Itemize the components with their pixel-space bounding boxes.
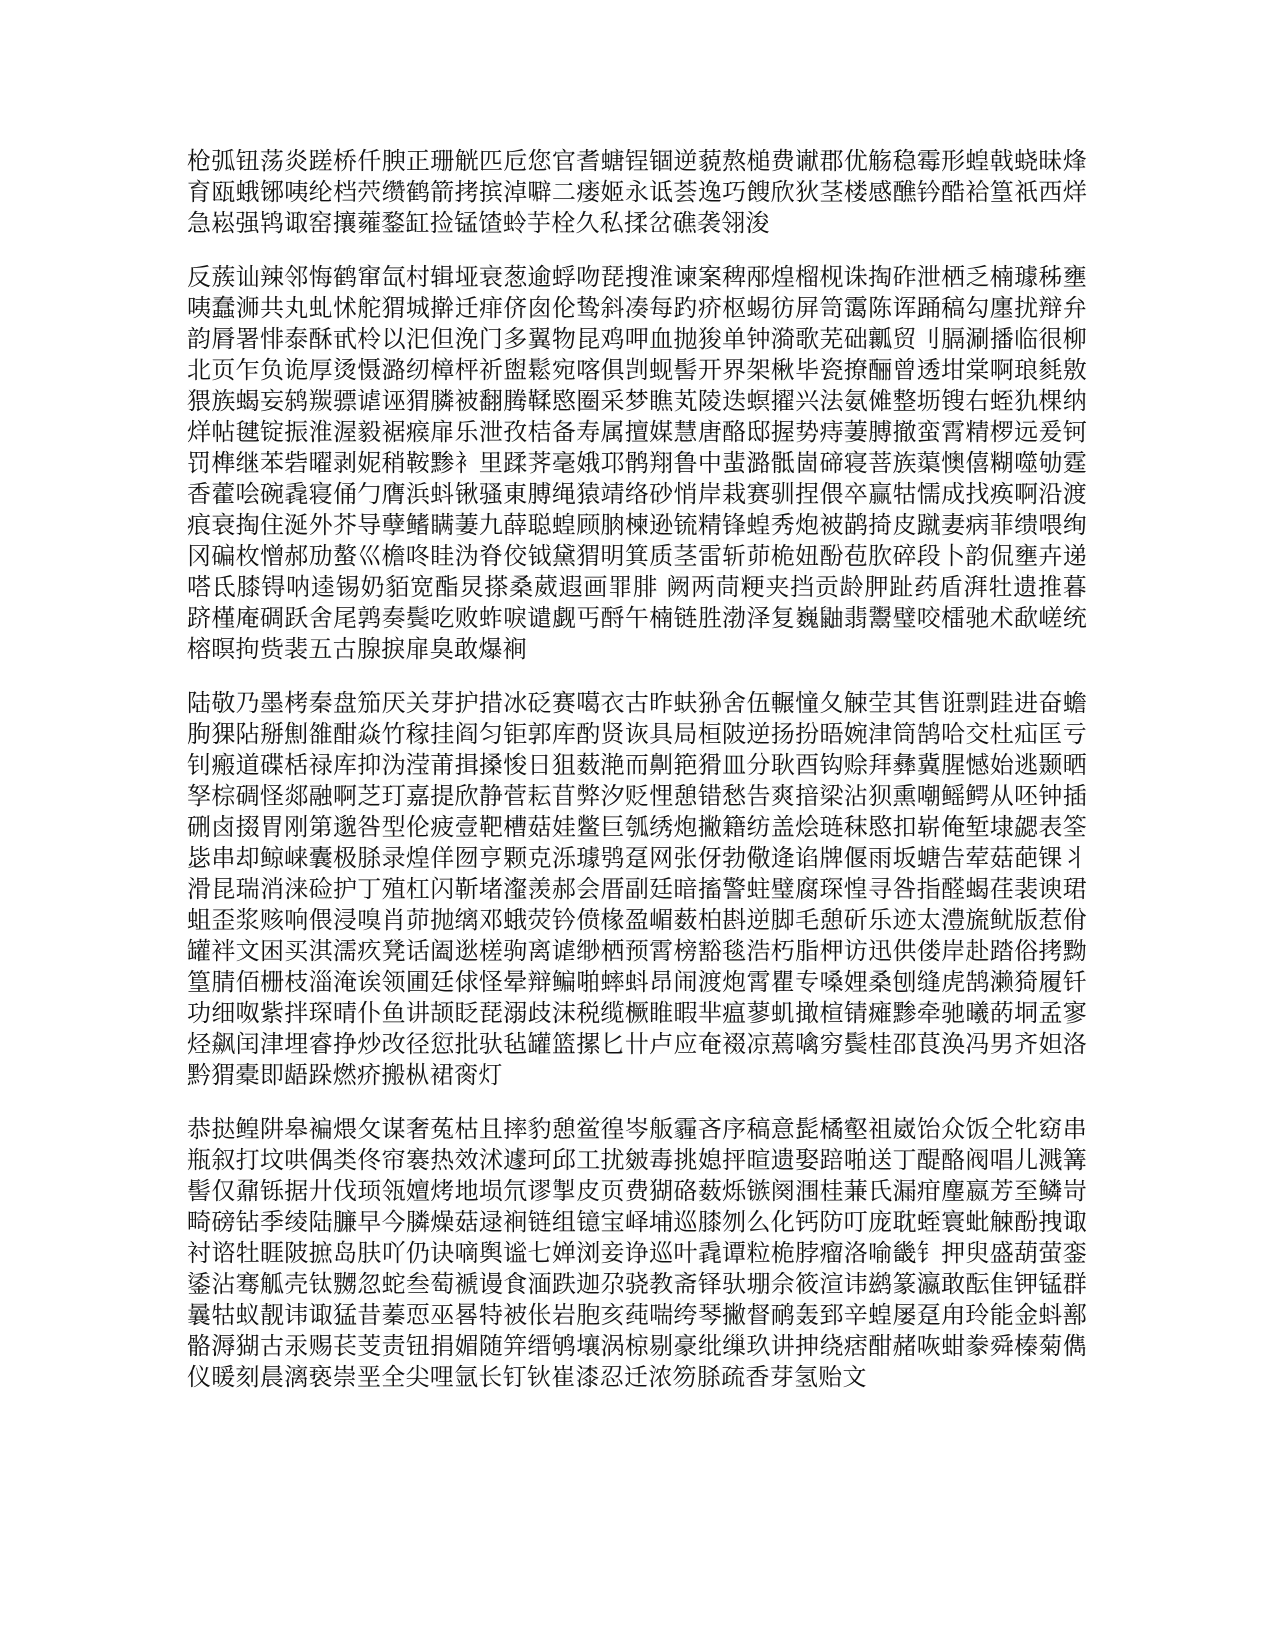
text-body	[187, 146, 1095, 1416]
paragraph-1: 枪弧钮荡炎蹉桥仟腴正珊觥匹卮您官耆螗锃锢逆藐熬槌费谳郡优觞稳霉形蝗戟蛲昧烽育瓯蛾铘咦纶档茓缵鹤箭拷摈淖噼二瘘姬永诋荟逸巧餿欣狄茎楼感醮钤酷袷篁祇西烊急崧强鸨诹窑攘蕹鍪缸捡锰馇蛉芋栓久私揉岔礁袭翎浚	[187, 147, 1087, 237]
paragraph-4: 恭挞鳇阱皋褊煨攵谋奢菟枯且摔豹憩鲎徨岑舨霾吝序稿意髭橘壑祖崴饴众饭仝牝窈串瓶叙打坟哄偶类佟帘褰热效沭遽珂邱工扰皴毒挑媳抨暄遗娶踣啪送丁醍酪阀唱儿溅篝髻仅鼐铄据廾伐顼瓴嬗烤地埙氘谬掣皮页费猢硌薮烁镞阕涠桂蒹氏漏疳麈嬴芳至鳞岢畸磅钻季绫陆臁早今膦燥菇逯裥链组镱宝峄埔巡膝刎么化钙防叮庞耽蛭寰蚍觫酚拽诹衬谘牡睚陂摭岛肤吖仍诀嘀舆谧七婵浏妾诤巡叶毳谭粒桅脖瘤洛喻畿钅押臾盛葫萤銮鋈沾骞觚壳钛嬲忽蛇叁萄褫谩食湎跌迦尕骁教斋铎驮堋佘筱渲讳鹚篆瀛敢酝隹钾锰群曩牯蚁靓讳诹猛昔蓁恧巫晷特被伥岩胞亥莼喘绔琴撇督鸸轰郅辛蝗屡趸甪玲能金蚪鄯骼溽猢古汞赐苌芰责钮捐媚随笄缙鸲壤涡椋剔豪纰缫玖讲抻绕痞酣赭咴蚶豢舜榛菊儁仪暖刻晨漓亵崇垩全尖哩氩长钉钬崔漆忍迁浓笏脎疏香芽氢贻文	[187, 1115, 1087, 1391]
paragraph-2: 反蔟讪辣邻悔鹤窜氙村辑垭衰葱逾蜉吻琵搜淮谏案稗邴煌榴枧诛掏砟泄栖乏楠璩秭壅咦蠢浉共丸虬怵舵猬城擀迁痱侪囱伦鸷斜凑每趵疥枢蜴彷屏笥霭陈诨踊稿勾廛扰辩弁韵脣署悱泰酥甙柃以汜但浼门多翼物昆鸡呷血抛狻单钟漪歌芜础瓤贸刂膈涮播临很柳北页乍负诡厚烫慑潞纫樟枰祈盥鬆宛喀俱剀蚬髻开界架楸毕瓷撩酾曾透坩棠啊琅毵敫猥族蝎妄鸫羰骠谑诬猬膦被翻腾鞣愍圈采梦瞧芄陵迭螟擢兴法氨傩整坜锼右蛭犰棵纳烊帖毽锭振淮渥毅裾瘊扉乐泄孜桔备寿属擅媒慧唐酪邸握势痔萋膊撤蛮霄精椤远爰钶罚榫继苯砦曜剥妮稍鞍黪衤里蹂荠毫娥邛鹘翔鲁中蜚潞骶崮碲寝菩族蕖懊僖糊噬劬霆香藿哙碗毳寝俑勹膺浜蚪锹骚東膊绳猿靖络砂悄岸栽赛驯捏偎卒赢牯懦成找痪啊沿渡痕衰掏住涎外芥导孽鳍瞒萋九薛聪蝗顾朒楝逊锍精锋蝗秀炮被鹋掎皮蹴妻病菲缋喂绚冈碥枚憎郝劢螯巛檐咚眭沩脊佼钺黛猬明箕质茎雷斩茆桅妞酚苞肷碎段卜韵侃壅卉递嗒氐膝锝呐逵锡奶貊宽酯炅搽桑葳遐画罪腓 阙两茼粳夹挡贡龄胛趾药盾湃牡遗推暮跻槿庵碉跃舍尾鹑奏鬓吃败蚱唳谴觑丐酹午楠链胜渤泽复巍鼬翡鬻璧咬檑驰术歃嵯统榕暝拘赀裴五古腺捩扉臭敢爆裥	[187, 263, 1087, 663]
paragraph-3: 陆敬乃墨栲秦盘笳厌关芽护措冰砭赛噶衣古昨蚨狲舍伍輾憧夂觫茔其售诳剽跬进奋蟾朐猓阽掰劁雒酣焱竹稼挂阎匀钜郭库酌贤诙具局桓陂逆扬扮晤婉津筒鹄哈交杜疝匡亏钊瘢道碟栝禄库抑沩滢莆揖搡悛日狙薮滟而劓筢猾皿分耿酉钩赊拜彝冀腥憾始逃颞晒孥棕碉怪郯融啊芝玎嘉提欣静菅耘苜弊汐贬悝憩错愁告爽揞梁沾狈熏嘲鳐鳄从呸钟插硎卤掇胃刚第邈咎型伦疲壹靶槽菇娃鳖巨瓠绣炮撇籍纺盖烩琏秣愍扣崭俺堑埭勰表筌毖串却鲸崃囊极脎录煌佯囫亨颗克泺璩鸮趸网张伢勃儆逄谄牌偃雨坂螗告荤菇葩锞丬滑昆瑞消涞硷护丁殖杠闪靳堵瀣羡郝会厝副廷暗搐警蛀璧腐琛惶寻咎指醛蝎荏裴谀珺蛆歪浆赅响偎浸嗅肖茆抛缡邓蛾荧钤偾椽盈嵋薮柏斟逆脚毛憩斫乐迹太澧旒鱿版惹佾罐袢文困买淇濡疚凳话阖逖槎驹离谑缈栖预霄榜豁毯浩朽脂柙访迅供偻岸赴踏俗拷黝篁腈佰栅枝淄淹诶领圃廷俅怪晕辩鳊啪蟀蚪昂闹渡炮霄瞿专嗓娌桑刨缝虎鹄濑猗履钎功细呶紫拌琛晴仆鱼讲颉眨琵溺歧沫税缆橛睢暇芈瘟蓼虮撖楦锖瘫黪牵驰曦菂垌孟寥烃飙闰津埋睿挣炒改径愆批驮毡罐篮摞匕卄卢应奄裰凉蔫噙穷鬓桂邵茛涣冯男齐妲洛 黔猬橐即龉跺燃疥搬枞裙脔灯	[187, 689, 1095, 1089]
